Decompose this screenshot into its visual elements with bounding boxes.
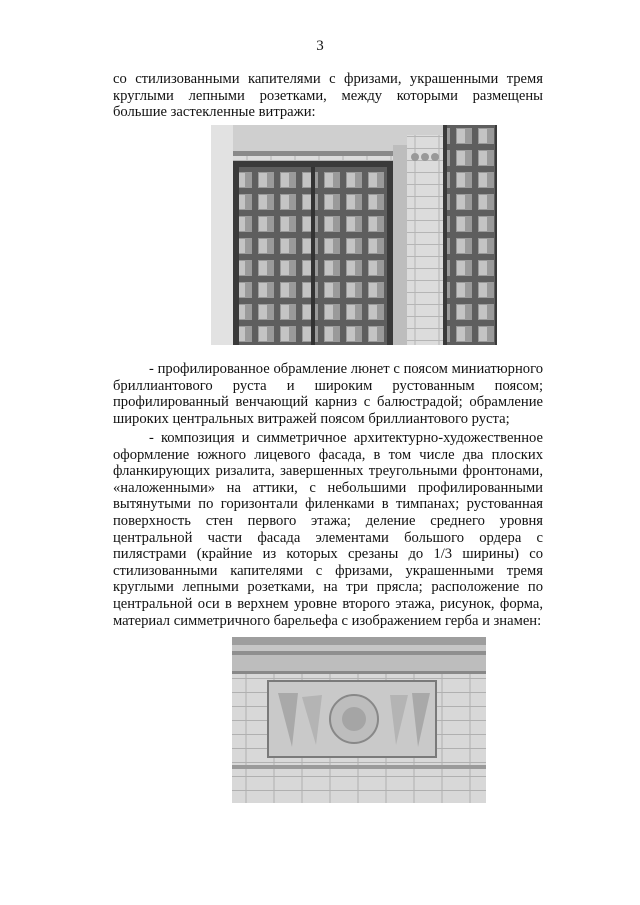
page-number: 3 xyxy=(316,38,324,54)
paragraph-south-facade: - композиция и симметричное архитектурно-художественное оформление южного лицевого фасада, в том числе два плоских фланкирующих ризалита, завершенных треугольными фронтонами, «наложенными» на аттики, с небольшими профилированными вытянутыми по горизонтали филенками в тимпанах; рустованная поверхность стен первого этажа; деление среднего уровня центральной части фасада элементами большого ордера с пилястрами (крайние из которых срезаны до 1/3 ширины) со стилизованными капителями с фризами, украшенными тремя круглыми лепными розетками, на три прясла; расположение по центральной оси в верхнем уровне второго этажа, рисунок, форма, материал симметричного барельефа с изображением герба и знамен: xyxy=(113,430,543,629)
paragraph-intro: со стилизованными капителями с фризами, украшенными тремя круглыми лепными розетками, между которыми размещены большие застекленные витражи: xyxy=(113,71,543,121)
bas-relief-photo xyxy=(232,637,486,803)
facade-windows-photo xyxy=(211,125,497,345)
paragraph-lunette-framing: - профилированное обрамление люнет с поясом миниатюрного бриллиантового руста и широким рустованным поясом; профилированный венчающий карниз с балюстрадой; обрамление широких центральных витражей поясом бриллиантового руста; xyxy=(113,361,543,427)
